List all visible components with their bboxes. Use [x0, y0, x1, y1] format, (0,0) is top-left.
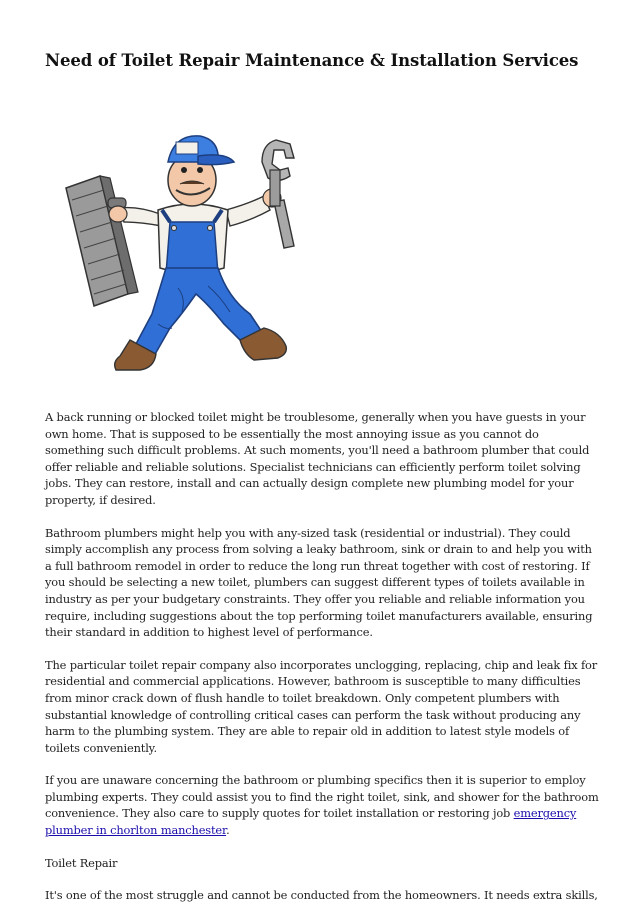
emergency-plumber-link[interactable]: emergency plumber in chorlton manchester	[45, 806, 577, 838]
page-title: Need of Toilet Repair Maintenance & Installation Services	[45, 51, 579, 70]
paragraph-6: It's one of the most struggle and cannot be conducted from the homeowners. It needs extra skills,	[45, 888, 598, 903]
section-heading-toilet-repair: Toilet Repair	[45, 855, 118, 870]
paragraph-2: Bathroom plumbers might help you with any-sized task (residential or industrial). They could simply accomplish any process from solving a leaky bathroom, sink or drain to and help you with a full bathroom remodel in order to reduce the long run threat together with cost of restoring. If you should be selecting a new toilet, plumbers can suggest different types of toilets available in industry as per your budgetary constraints. They offer you reliable and reliable information you require, including suggestions about the top performing toilet manufacturers available, ensuring their standard in addition to highest level of performance.	[45, 525, 593, 640]
cap-icon	[168, 136, 234, 165]
paragraph-4-end: .	[226, 823, 230, 838]
paragraph-4	[45, 772, 600, 838]
plumber-illustration	[58, 118, 338, 380]
paragraph-1: A back running or blocked toilet might be troublesome, generally when you have guests in your own home. That is supposed to be essentially the most annoying issue as you cannot do something such difficult problems. At such moments, you'll need a bathroom plumber that could offer reliable and reliable solutions. Specialist technicians can efficiently perform toilet solving jobs. They can restore, install and can actually design complete new plumbing model for your property, if desired.	[45, 410, 590, 507]
paragraph-3: The particular toilet repair company also incorporates unclogging, replacing, chip and leak fix for residential and commercial applications. However, bathroom is susceptible to many difficulties from minor crack down of flush handle to toilet breakdown. Only competent plumbers with substantial knowledge of controlling critical cases can perform the task without producing any harm to the plumbing system. They are able to repair old in addition to latest style models of toilets conveniently.	[45, 657, 598, 755]
article-body	[45, 409, 600, 920]
paragraph-4-text: If you are unaware concerning the bathroom or plumbing specifics then it is superior to employ plumbing experts. They could assist you to find the right toilet, sink, and shower for the bathroom convenience. They also care to supply quotes for toilet installation or restoring job	[45, 773, 599, 821]
toolbox-icon	[66, 176, 138, 306]
